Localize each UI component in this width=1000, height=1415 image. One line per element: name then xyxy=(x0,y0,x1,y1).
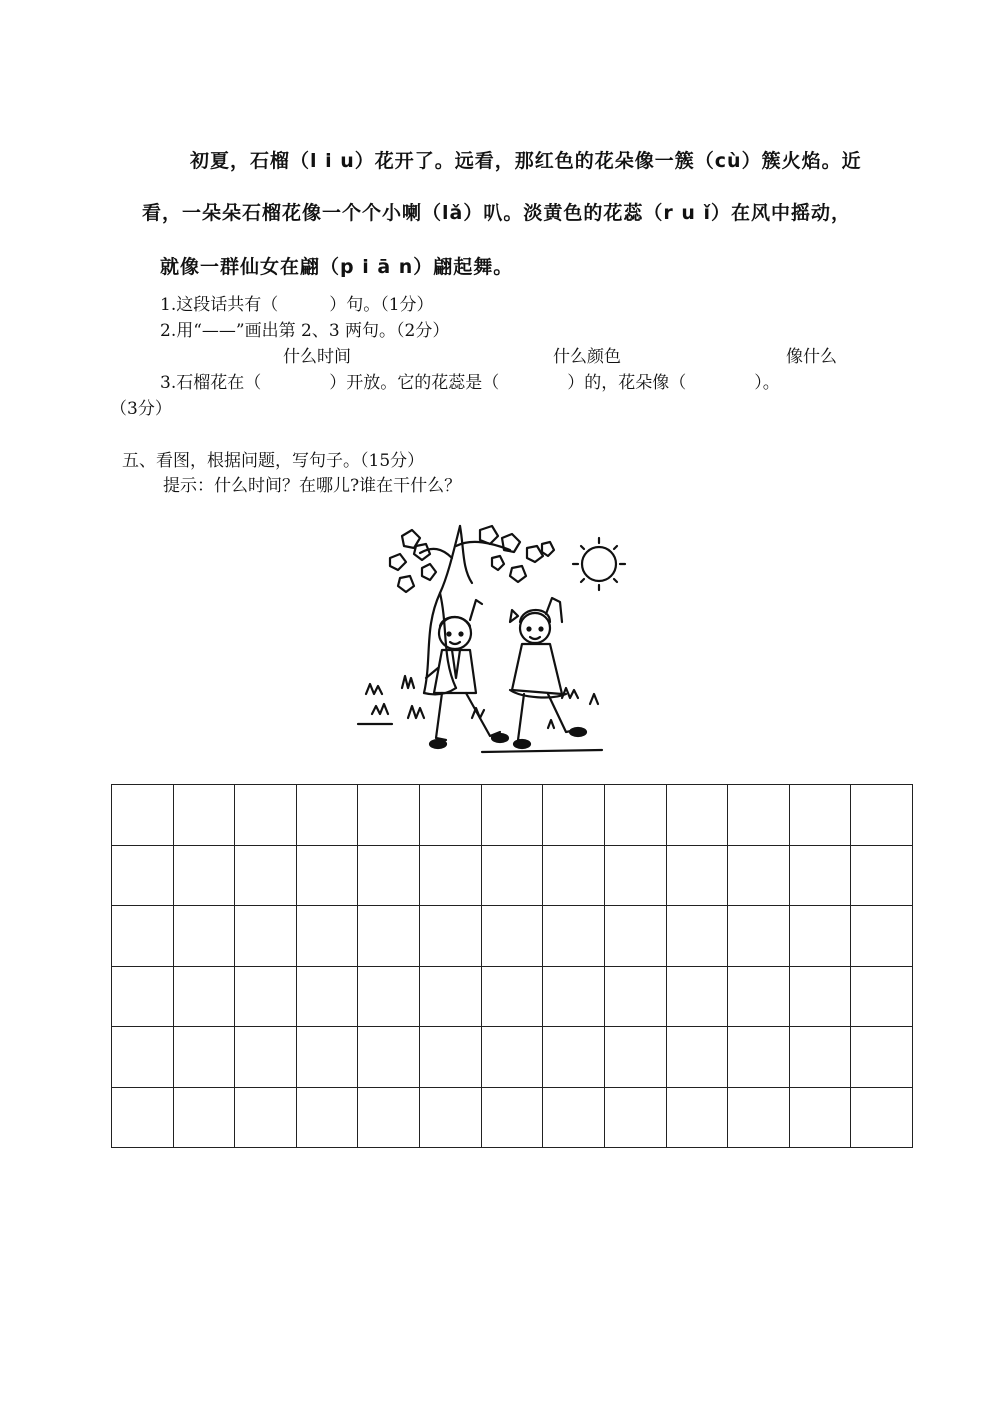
grid-cell[interactable] xyxy=(851,1027,913,1088)
grid-cell[interactable] xyxy=(790,846,852,907)
grid-cell[interactable] xyxy=(851,967,913,1028)
grid-cell[interactable] xyxy=(112,1027,174,1088)
grid-cell[interactable] xyxy=(728,785,790,846)
grid-cell[interactable] xyxy=(667,967,729,1028)
grid-cell[interactable] xyxy=(851,846,913,907)
grid-cell[interactable] xyxy=(790,967,852,1028)
grid-cell[interactable] xyxy=(420,846,482,907)
question-3-score: （3分） xyxy=(110,399,172,419)
grid-cell[interactable] xyxy=(790,1027,852,1088)
grid-cell[interactable] xyxy=(235,1088,297,1149)
grid-cell[interactable] xyxy=(482,785,544,846)
grid-cell[interactable] xyxy=(297,785,359,846)
grid-cell[interactable] xyxy=(112,1088,174,1149)
grid-cell[interactable] xyxy=(420,1027,482,1088)
grid-cell[interactable] xyxy=(112,906,174,967)
grid-cell[interactable] xyxy=(543,1027,605,1088)
grid-cell[interactable] xyxy=(235,906,297,967)
grid-cell[interactable] xyxy=(420,785,482,846)
grid-cell[interactable] xyxy=(482,1088,544,1149)
grid-cell[interactable] xyxy=(174,785,236,846)
grid-cell[interactable] xyxy=(728,1027,790,1088)
grid-cell[interactable] xyxy=(790,785,852,846)
grid-cell[interactable] xyxy=(605,846,667,907)
grid-cell[interactable] xyxy=(174,1088,236,1149)
section-5-prompt: 提示：什么时间？在哪儿?谁在干什么？ xyxy=(163,476,462,496)
grid-cell[interactable] xyxy=(174,967,236,1028)
grid-cell[interactable] xyxy=(482,1027,544,1088)
grid-cell[interactable] xyxy=(605,1088,667,1149)
section-5-title: 五、看图，根据问题，写句子。（15分） xyxy=(122,451,425,471)
grid-cell[interactable] xyxy=(112,785,174,846)
passage-line-1: 初夏，石榴（l i u）花开了。远看，那红色的花朵像一簇（cù）簇火焰。近 xyxy=(190,150,862,172)
grid-cell[interactable] xyxy=(667,906,729,967)
children-under-tree-illustration xyxy=(352,518,632,768)
hint-like: 像什么 xyxy=(786,347,837,367)
sun-icon xyxy=(573,538,625,590)
writing-grid[interactable] xyxy=(111,784,913,1148)
passage-line-3: 就像一群仙女在翩（p i ā n）翩起舞。 xyxy=(160,256,514,278)
grid-cell[interactable] xyxy=(667,1088,729,1149)
grid-cell[interactable] xyxy=(112,846,174,907)
grid-cell[interactable] xyxy=(605,967,667,1028)
grid-cell[interactable] xyxy=(543,1088,605,1149)
grid-cell[interactable] xyxy=(482,967,544,1028)
grid-cell[interactable] xyxy=(790,1088,852,1149)
grid-cell[interactable] xyxy=(728,846,790,907)
grid-cell[interactable] xyxy=(667,846,729,907)
grid-cell[interactable] xyxy=(358,785,420,846)
grid-cell[interactable] xyxy=(235,967,297,1028)
grid-cell[interactable] xyxy=(358,846,420,907)
grid-cell[interactable] xyxy=(543,785,605,846)
grid-cell[interactable] xyxy=(297,906,359,967)
grid-cell[interactable] xyxy=(851,906,913,967)
grid-cell[interactable] xyxy=(112,967,174,1028)
grid-cell[interactable] xyxy=(728,906,790,967)
grid-cell[interactable] xyxy=(728,1088,790,1149)
grid-cell[interactable] xyxy=(605,785,667,846)
grid-cell[interactable] xyxy=(667,1027,729,1088)
grid-cell[interactable] xyxy=(790,906,852,967)
grid-cell[interactable] xyxy=(482,906,544,967)
boy-icon xyxy=(426,600,508,748)
grid-cell[interactable] xyxy=(420,967,482,1028)
hint-color: 什么颜色 xyxy=(553,347,621,367)
grid-cell[interactable] xyxy=(851,1088,913,1149)
grid-cell[interactable] xyxy=(358,1088,420,1149)
grid-cell[interactable] xyxy=(420,906,482,967)
question-2: 2.用“——”画出第 2、3 两句。（2分） xyxy=(160,321,450,341)
grid-cell[interactable] xyxy=(235,846,297,907)
grid-cell[interactable] xyxy=(235,1027,297,1088)
grid-cell[interactable] xyxy=(358,967,420,1028)
grid-cell[interactable] xyxy=(297,1088,359,1149)
question-3: 3.石榴花在（ ）开放。它的花蕊是（ ）的，花朵像（ ）。 xyxy=(160,373,780,393)
grid-cell[interactable] xyxy=(297,967,359,1028)
grid-cell[interactable] xyxy=(174,846,236,907)
hint-time: 什么时间 xyxy=(283,347,351,367)
grid-cell[interactable] xyxy=(482,846,544,907)
grid-cell[interactable] xyxy=(543,906,605,967)
grid-cell[interactable] xyxy=(297,846,359,907)
question-1: 1.这段话共有（ ）句。（1分） xyxy=(160,295,434,315)
grid-cell[interactable] xyxy=(543,967,605,1028)
grid-cell[interactable] xyxy=(235,785,297,846)
grid-cell[interactable] xyxy=(605,1027,667,1088)
grid-cell[interactable] xyxy=(851,785,913,846)
grid-cell[interactable] xyxy=(174,1027,236,1088)
grid-cell[interactable] xyxy=(543,846,605,907)
grid-cell[interactable] xyxy=(174,906,236,967)
grid-cell[interactable] xyxy=(358,906,420,967)
grid-cell[interactable] xyxy=(605,906,667,967)
grass-icon xyxy=(358,676,602,752)
passage-line-2: 看，一朵朵石榴花像一个个小喇（lǎ）叭。淡黄色的花蕊（r u ǐ）在风中摇动， xyxy=(142,202,851,224)
grid-cell[interactable] xyxy=(297,1027,359,1088)
grid-cell[interactable] xyxy=(358,1027,420,1088)
grid-cell[interactable] xyxy=(420,1088,482,1149)
grid-cell[interactable] xyxy=(728,967,790,1028)
grid-cell[interactable] xyxy=(667,785,729,846)
